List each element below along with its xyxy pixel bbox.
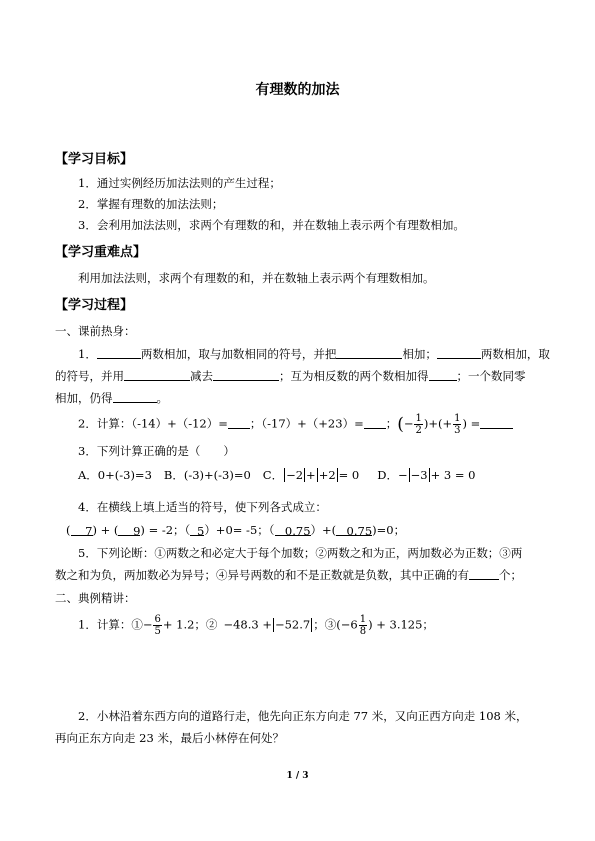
q4-text-m4: ）+( xyxy=(310,523,337,537)
example-2-line2: 再向正东方向走 23 米，最后小林停在何处？ xyxy=(55,731,284,745)
question-1-line1 xyxy=(78,347,550,361)
q4-text-l: ( xyxy=(66,523,71,537)
page-title: 有理数的加法 xyxy=(255,82,340,98)
q4-blank-4[interactable] xyxy=(275,524,311,536)
q2-blank-3[interactable] xyxy=(480,417,513,429)
q1-blank-7[interactable] xyxy=(113,391,157,403)
q4-blank-5[interactable] xyxy=(336,524,372,536)
question-5-line1: 5．下列论断：①两数之和必定大于每个加数；②两数之和为正，两加数必为正数；③两 xyxy=(78,546,523,560)
q2-frac1-num: 1 xyxy=(415,413,422,424)
q1-blank-5[interactable] xyxy=(213,369,279,381)
q4-text-m2: ) = -2；（ xyxy=(140,523,191,537)
section-heading-key: 【学习重难点】 xyxy=(55,245,147,260)
q3-option-d-result: + 3 = 0 xyxy=(430,468,476,482)
q2-blank-1[interactable] xyxy=(228,417,250,429)
q2-fraction-1 xyxy=(414,413,422,436)
q3-option-c-result: = 0 xyxy=(338,468,360,482)
q2-blank-2[interactable] xyxy=(364,417,386,429)
q3-option-d-minus: − xyxy=(397,468,408,482)
question-3-options xyxy=(78,468,475,482)
q1-text-c: 相加； xyxy=(402,347,437,361)
q1-text-i: 相加，仍得 xyxy=(55,391,113,405)
q3-option-c-abs1: −2 xyxy=(286,468,304,482)
q4-blank-1[interactable] xyxy=(71,524,93,536)
ex1-text-e: + 1.2；② xyxy=(162,617,218,632)
q4-value-2: 9 xyxy=(133,524,141,538)
question-1-line3 xyxy=(55,391,168,405)
q1-blank-4[interactable] xyxy=(124,369,190,381)
ex1-fraction-2 xyxy=(359,614,367,637)
q5-text-b: 个； xyxy=(499,568,522,582)
q4-text-m3: ）+0= -5；（ xyxy=(204,523,275,537)
goal-item-3: 3．会利用加法法则，求两个有理数的和，并在数轴上表示两个有理数相加。 xyxy=(78,218,465,232)
key-text: 利用加法法则，求两个有理数的和，并在数轴上表示两个有理数相加。 xyxy=(78,271,435,285)
q2-frac2-den: 3 xyxy=(454,425,461,436)
q1-text-g: ；互为相反数的两个数相加得 xyxy=(279,369,429,383)
ex1-text-l: ) + 3.125； xyxy=(368,617,434,632)
q1-blank-3[interactable] xyxy=(437,347,481,359)
q4-text-m1: ) + ( xyxy=(92,523,119,537)
q3-option-c-label: C． xyxy=(262,468,284,482)
q4-blank-2[interactable] xyxy=(118,524,140,536)
q2-text-a: 2．计算：（-14）+（-12）= xyxy=(78,416,228,431)
part1-heading: 一、课前热身： xyxy=(55,324,136,338)
q4-blank-3[interactable] xyxy=(190,524,204,536)
question-2 xyxy=(78,413,513,436)
q2-text-j: ) = xyxy=(462,416,481,431)
question-4-expression xyxy=(66,523,405,537)
ex1-text-i: (−6 xyxy=(336,617,358,632)
q4-value-1: 7 xyxy=(85,524,93,538)
section-heading-goals: 【学习目标】 xyxy=(55,152,134,167)
page-number: 1 / 3 xyxy=(286,771,309,781)
goal-item-1: 1．通过实例经历加法法则的产生过程； xyxy=(78,176,281,190)
q1-text-b: 两数相加，取与加数相同的符号，并把 xyxy=(140,347,337,361)
q1-text-h: ；一个数同零 xyxy=(456,369,526,383)
example-1 xyxy=(78,614,434,637)
q3-option-c-abs2: +2 xyxy=(318,468,336,482)
q3-option-d-abs: −3 xyxy=(410,468,428,482)
ex1-text-f: −48.3 + xyxy=(223,617,272,632)
q1-text-e: 的符号，并用 xyxy=(55,369,124,383)
q4-value-5: 0.75 xyxy=(346,524,373,538)
q1-blank-1[interactable] xyxy=(97,347,141,359)
q5-blank[interactable] xyxy=(469,568,499,580)
ex1-text-a: 1．计算：① xyxy=(78,617,143,632)
question-1-line2 xyxy=(55,369,526,383)
q2-fraction-2 xyxy=(453,413,461,436)
ex1-frac2-num: 1 xyxy=(359,614,367,625)
ex1-frac2-den: 8 xyxy=(359,626,367,637)
ex1-frac1-num: 6 xyxy=(154,614,161,625)
q3-option-a: A．0+(-3)=3 xyxy=(78,468,152,482)
q2-text-b: ；（-17）+（+23）= xyxy=(249,416,364,431)
q4-value-4: 0.75 xyxy=(284,524,311,538)
q3-option-b: B．(-3)+(-3)=0 xyxy=(163,468,251,482)
q3-option-d-label: D． xyxy=(377,468,398,482)
ex1-frac1-den: 5 xyxy=(154,626,161,637)
q3-option-c-plus: + xyxy=(306,468,316,482)
q1-blank-6[interactable] xyxy=(429,369,457,381)
q1-blank-2[interactable] xyxy=(336,347,402,359)
q1-text-f: 减去 xyxy=(190,369,213,383)
question-4: 4．在横线上填上适当的符号，使下列各式成立： xyxy=(78,500,327,514)
q2-frac2-num: 1 xyxy=(454,413,461,424)
q2-text-c: ； xyxy=(385,416,398,431)
question-5-line2 xyxy=(55,568,522,582)
q2-open-paren: ( xyxy=(397,414,404,435)
part2-heading: 二、典例精讲： xyxy=(55,591,136,605)
q2-minus: − xyxy=(403,416,414,431)
q1-number: 1． xyxy=(78,347,97,361)
q2-frac1-den: 2 xyxy=(415,425,422,436)
goal-item-2: 2．掌握有理数的加法法则； xyxy=(78,197,224,211)
q4-value-3: 5 xyxy=(196,524,205,538)
ex1-fraction-1 xyxy=(153,614,161,637)
q4-text-m5: )=0； xyxy=(372,523,406,537)
ex1-abs-value: −52.7 xyxy=(274,617,311,632)
q1-text-d: 两数相加，取 xyxy=(480,347,550,361)
question-3: 3．下列计算正确的是（ ） xyxy=(78,444,235,458)
q1-text-j: 。 xyxy=(156,391,168,405)
section-heading-process: 【学习过程】 xyxy=(55,298,134,313)
example-2-line1: 2．小林沿着东西方向的道路行走，他先向正东方向走 77 米，又向正西方向走 108 米， xyxy=(78,709,528,723)
ex1-minus: − xyxy=(142,617,153,632)
q2-text-g: )+(+ xyxy=(423,416,453,431)
ex1-text-h: ；③ xyxy=(313,617,337,632)
q5-text-a: 数之和为负，两加数必为异号；④异号两数的和不是正数就是负数，其中正确的有 xyxy=(55,568,469,582)
